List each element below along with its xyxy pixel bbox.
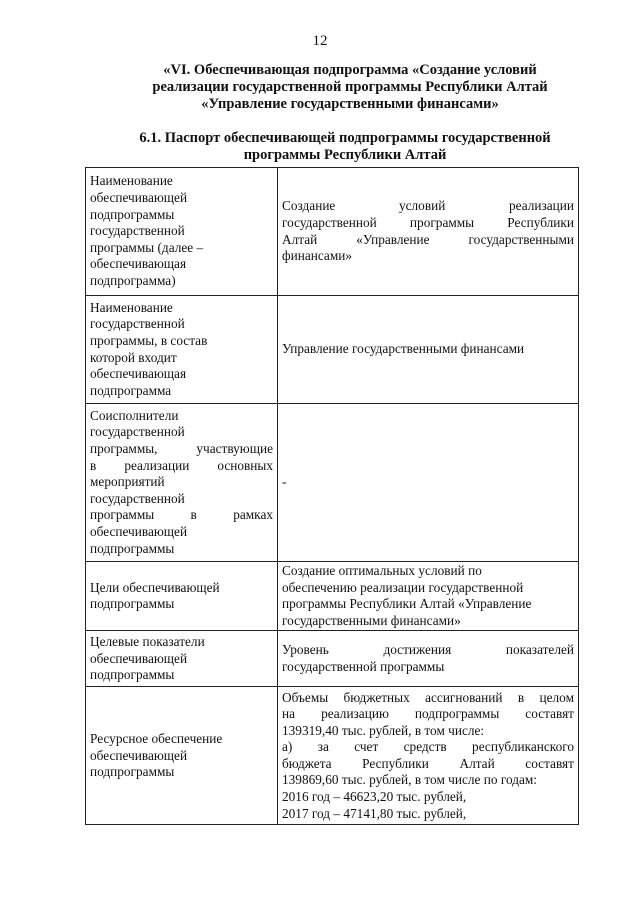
label-line: подпрограммы <box>90 667 175 683</box>
label-line: Наименование <box>90 299 173 315</box>
label-line: программы в рамках <box>90 507 273 523</box>
label-line: обеспечивающей <box>90 190 188 206</box>
table-row <box>86 404 579 562</box>
label-line: Цели обеспечивающей <box>90 579 220 595</box>
label-line: обеспечивающей <box>90 747 188 763</box>
label-line: подпрограмма) <box>90 272 176 288</box>
passport-table <box>85 167 579 825</box>
subsection-title <box>120 130 570 164</box>
page-number: 12 <box>312 33 328 49</box>
row-label <box>86 631 278 687</box>
section-title-line: «VI. Обеспечивающая подпрограмма «Создание условий <box>163 62 537 78</box>
section-title-line: реализации государственной программы Республики Алтай <box>152 79 548 95</box>
label-line: обеспечивающая <box>90 256 187 272</box>
label-line: обеспечивающая <box>90 366 187 382</box>
table-row <box>86 562 579 631</box>
value-line: Уровень достижения показателей <box>282 642 574 658</box>
row-label <box>86 562 278 631</box>
table-row <box>86 296 579 404</box>
value-line: обеспечению реализации государственной <box>282 579 524 595</box>
row-value <box>278 168 579 296</box>
value-line: 139869,60 тыс. рублей, в том числе по годам: <box>282 772 538 788</box>
label-line: Соисполнители <box>90 407 179 423</box>
label-line: государственной <box>90 223 185 239</box>
value-line: финансами» <box>282 248 353 264</box>
section-title-line: «Управление государственными финансами» <box>201 96 499 112</box>
label-line: обеспечивающей <box>90 523 188 539</box>
value-line: Управление государственными финансами <box>282 341 525 357</box>
label-line: подпрограммы <box>90 540 175 556</box>
value-line: 139319,40 тыс. рублей, в том числе: <box>282 722 485 738</box>
value-line: Создание условий реализации <box>282 198 574 214</box>
value-line: бюджета Республики Алтай составят <box>282 755 574 771</box>
value-line: а) за счет средств республиканского <box>282 739 574 755</box>
label-line: подпрограммы <box>90 206 175 222</box>
row-label <box>86 296 278 404</box>
label-line: государственной <box>90 490 185 506</box>
value-line: государственными финансами» <box>282 612 461 628</box>
value-line: программы Республики Алтай «Управление <box>282 596 532 612</box>
value-line: на реализацию подпрограммы составят <box>282 706 574 722</box>
value-line: Объемы бюджетных ассигнований в целом <box>282 689 574 705</box>
subsection-title-line: программы Республики Алтай <box>243 147 447 163</box>
row-value <box>278 562 579 631</box>
label-line: программы, в состав <box>90 332 208 348</box>
table-row <box>86 687 579 825</box>
label-line: подпрограммы <box>90 596 175 612</box>
value-line: Алтай «Управление государственными <box>282 231 574 247</box>
label-line: подпрограммы <box>90 764 175 780</box>
label-line: программы (далее – <box>90 239 204 255</box>
row-value <box>278 631 579 687</box>
label-line: государственной <box>90 424 185 440</box>
label-line: подпрограмма <box>90 382 172 398</box>
label-line: Целевые показатели <box>90 633 205 649</box>
label-line: которой входит <box>90 349 177 365</box>
label-line: Наименование <box>90 173 173 189</box>
table-row <box>86 631 579 687</box>
label-line: государственной <box>90 316 185 332</box>
row-value <box>278 404 579 562</box>
value-line: государственной программы Республики <box>282 214 574 230</box>
value-line: Создание оптимальных условий по <box>282 563 482 578</box>
label-line: программы, участвующие <box>90 441 273 457</box>
label-line: обеспечивающей <box>90 650 188 666</box>
label-line: Ресурсное обеспечение <box>90 730 223 746</box>
row-label <box>86 168 278 296</box>
label-line: мероприятий <box>90 474 165 490</box>
value-line: 2017 год – 47141,80 тыс. рублей, <box>282 805 467 821</box>
subsection-title-line: 6.1. Паспорт обеспечивающей подпрограммы государственной <box>139 130 551 146</box>
row-value <box>278 296 579 404</box>
row-value <box>278 687 579 825</box>
value-line: 2016 год – 46623,20 тыс. рублей, <box>282 789 467 805</box>
table-row <box>86 168 579 296</box>
value-line: государственной программы <box>282 658 445 674</box>
value-line: - <box>282 474 287 490</box>
row-label <box>86 404 278 562</box>
label-line: в реализации основных <box>90 457 273 473</box>
section-title <box>130 62 570 113</box>
row-label <box>86 687 278 825</box>
